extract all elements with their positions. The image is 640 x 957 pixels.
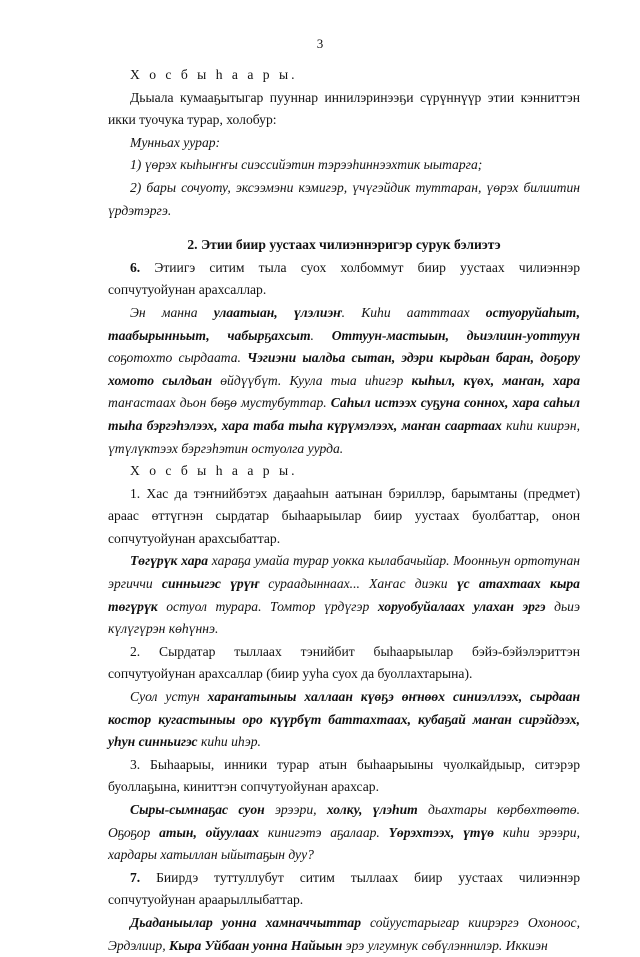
emphasized-run: Үөрэхтээх, үтүө — [388, 824, 495, 840]
emphasized-run: үс атахтаах кыра төгүрүк — [108, 576, 580, 614]
emphasized-run: хоруобуйалаах улахан эргэ — [377, 598, 546, 614]
text-run: . — [310, 327, 332, 343]
paragraph: 3. Быһаарыы, инники турар атын быһаарыыны чуолкайдыыр, ситэрэр буоллаҕына, киниттэн сопчутуойунан арахсар. — [108, 756, 580, 795]
emphasized-run: синньигэс үрүҥ — [161, 576, 260, 592]
text-run: Суол устун — [130, 689, 208, 705]
example-intro: Мунньах уурар: — [130, 134, 221, 150]
rule-paragraph: 6. Этиигэ ситим тыла суох холбоммут биир уустаах чилиэннэр сопчутуойунан арахсаллар. — [108, 259, 580, 298]
emphasized-run: кыһыл, күөх, маҥан, хара — [411, 372, 580, 388]
example-paragraph — [108, 302, 580, 460]
text-run: сураадыннаах... Хаҥас диэки — [259, 576, 457, 592]
emphasized-run: остуоруйаһыт, таабырынньыт, чабырҕахсыт — [108, 304, 580, 343]
emphasized-run: Саһыл истээх суҕуна соннох, хара саһыл тыһа бэргэһэлээх, хара таба тыһа күрүмэлээх, маҥан саартаах — [108, 395, 580, 433]
text-run: киһи иһэр. — [197, 734, 261, 750]
emphasized-run: хараҥатыныы халлаан күөҕэ өҥнөөх синиэллээх, сырдаан костор кугастыныы оро күүрбүт баттахтаах, кубаҕай маҥан сирэйдээх, уһун синньигэс — [108, 689, 581, 750]
rule-number: 7. — [130, 869, 141, 885]
text-run: соҕотохто сырдаата. — [108, 350, 248, 366]
example-paragraph — [108, 686, 580, 754]
emphasized-run: Чэгиэни ыалдьа сытан, эдэри кырдьан баран, доҕору хомото сылдьан — [108, 350, 580, 388]
text-run: таҥастаах дьон бөҕө мустубуттар. — [108, 395, 331, 411]
emphasized-run: улаатыан, үлэлиэҥ — [213, 304, 342, 320]
text-run: кинигэтэ аҕалаар. — [259, 824, 389, 840]
document-body — [108, 64, 580, 957]
example-paragraph — [108, 799, 580, 867]
text-run: дьиэ күлүгүрэн көһүннэ. — [108, 598, 580, 637]
paragraph: 1. Хас да тэҥнийбэтэх даҕааһын аатынан бэриллэр, барымтаны (предмет) араас өттүгнэн сырдатар быһаарыылар биир уустаах буолбаттар, онон сопчутуойунан арахсыбаттар. — [108, 485, 580, 546]
text-run: Эн манна — [130, 304, 214, 320]
emphasized-run: атын, ойуулаах — [159, 824, 260, 840]
text-run: эрэ улгумнук сөбүлэннилэр. Иккиэн — [342, 937, 548, 953]
example-item: 2) бары сочуоту, эксээмэни кэмигэр, үчүгэйдик туттаран, үөрэх билиитин үрдэтэргэ. — [108, 179, 580, 218]
text-run: эрээри, — [264, 802, 327, 817]
emphasized-run: холку, үлэһит — [326, 802, 418, 817]
example-paragraph — [108, 550, 580, 640]
text-run: сойуустарыгар киирэргэ Охоноос, Эрдэлиир, — [108, 914, 580, 953]
text-run: киһи киирэн, үтүлүктээх бэргэһэтин остуолга уурда. — [108, 417, 580, 456]
example-item: 1) үөрэх кыһыҥҥы сиэссийэтин тэрээһиннээхтик ыытарга; — [130, 157, 483, 173]
emphasized-run: Дьаданыылар уонна хамначчыттар — [130, 914, 361, 930]
page-number: 3 — [316, 36, 324, 51]
paragraph: Дьыала кумааҕытыгар пууннар иннилэринээҕи сүрүннүүр этии кэнниттэн икки туочука турар, холобур: — [108, 89, 580, 128]
text-run: дьахтары көрбөхтөөтө. Оҕоҕор — [108, 802, 580, 840]
emphasized-run: Кыра Уйбаан уонна Найыын — [169, 937, 343, 953]
text-run: өйдүүбүт. Куула тыа иһигэр — [212, 372, 412, 388]
text-run: . Киһи аатттаах — [341, 304, 486, 320]
paragraph: 2. Сырдатар тыллаах тэнийбит быһаарыылар бэйэ-бэйэлэриттэн сопчутуойунан арахсаллар (биир ууһа суох да буоллахтарына). — [108, 643, 580, 682]
example-paragraph — [108, 912, 580, 957]
rule-paragraph: 7. Биирдэ туттуллубут ситим тыллаах биир уустаах чилиэннэр сопчутуойунан араарыллыбаттар. — [108, 869, 580, 908]
emphasized-run: Төгүрүк хара — [130, 553, 209, 569]
note-heading: Х о с б ы һ а а р ы. — [130, 67, 298, 82]
text-run: киһи эрээри, хардары хатыллан ыйытаҕын дуу? — [108, 824, 581, 863]
section-heading: 2. Этии биир уустаах чилиэннэригэр сурук бэлиэтэ — [187, 237, 501, 253]
text-run: хараҕа умайа турар уокка кылабачыйар. Моонньун ортотунан эргиччи — [108, 553, 580, 592]
emphasized-run: Сыры-сымнаҕас суон — [130, 802, 265, 817]
emphasized-run: Оттуун-мастыын, дьиэлиин-уоттуун — [331, 327, 580, 343]
text-run: остуол турара. Томтор үрдүгэр — [157, 598, 378, 614]
note-heading: Х о с б ы һ а а р ы. — [130, 463, 298, 479]
rule-number: 6. — [130, 259, 141, 275]
